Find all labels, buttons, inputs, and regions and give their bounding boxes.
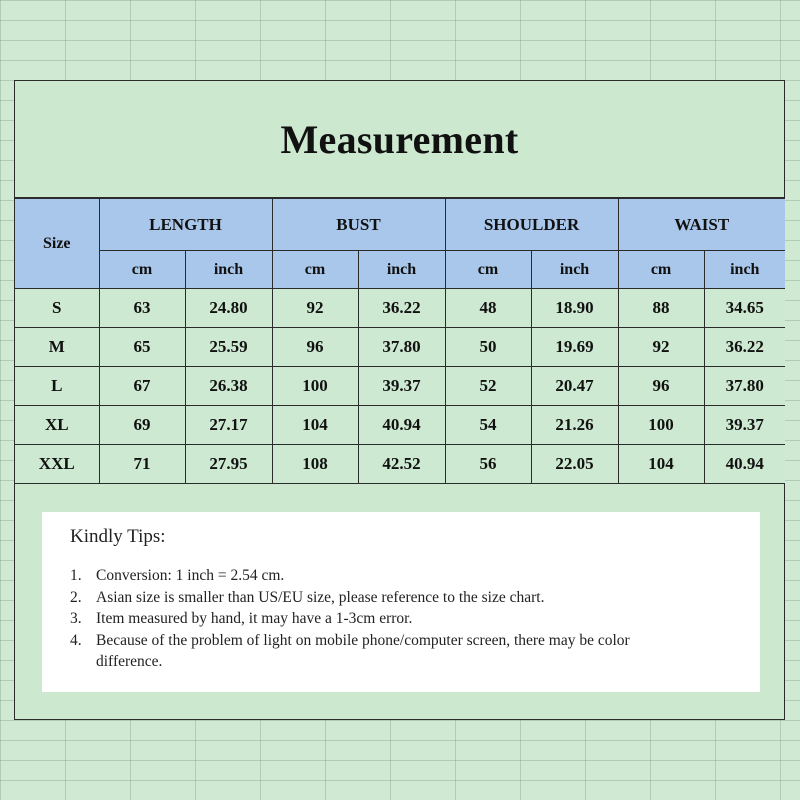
table-cell: 56	[445, 445, 531, 484]
header-unit-row	[15, 251, 785, 289]
size-cell: XL	[15, 406, 99, 445]
size-cell: M	[15, 328, 99, 367]
length-header: LENGTH	[99, 199, 272, 251]
table-cell: 92	[618, 328, 704, 367]
size-cell: S	[15, 289, 99, 328]
tips-list	[70, 565, 732, 673]
table-cell: 18.90	[531, 289, 618, 328]
table-cell: 67	[99, 367, 185, 406]
table-cell: 88	[618, 289, 704, 328]
tip-number: 1.	[70, 567, 82, 584]
table-cell: 37.80	[358, 328, 445, 367]
table-cell: 52	[445, 367, 531, 406]
table-cell: 96	[272, 328, 358, 367]
table-cell: 21.26	[531, 406, 618, 445]
table-cell: 39.37	[358, 367, 445, 406]
tip-text: Because of the problem of light on mobile phone/computer screen, there may be color difference.	[96, 631, 630, 670]
size-cell: XXL	[15, 445, 99, 484]
table-row	[15, 406, 785, 445]
title-row	[15, 81, 784, 198]
tip-item	[70, 630, 732, 673]
table-cell: 19.69	[531, 328, 618, 367]
tip-item	[70, 565, 732, 587]
table-cell: 71	[99, 445, 185, 484]
table-cell: 54	[445, 406, 531, 445]
table-cell: 34.65	[704, 289, 785, 328]
table-cell: 37.80	[704, 367, 785, 406]
table-cell: 96	[618, 367, 704, 406]
table-cell: 100	[272, 367, 358, 406]
table-cell: 63	[99, 289, 185, 328]
tip-text: Conversion: 1 inch = 2.54 cm.	[96, 567, 285, 584]
unit-header: cm	[618, 251, 704, 289]
table-cell: 65	[99, 328, 185, 367]
table-cell: 104	[272, 406, 358, 445]
table-cell: 42.52	[358, 445, 445, 484]
table-row	[15, 367, 785, 406]
table-cell: 69	[99, 406, 185, 445]
unit-header: inch	[185, 251, 272, 289]
size-column-header: Size	[15, 199, 99, 289]
tips-box	[42, 512, 760, 692]
table-cell: 92	[272, 289, 358, 328]
unit-header: inch	[531, 251, 618, 289]
unit-header: inch	[358, 251, 445, 289]
tip-number: 2.	[70, 588, 82, 606]
unit-header: cm	[99, 251, 185, 289]
table-cell: 39.37	[704, 406, 785, 445]
unit-header: cm	[445, 251, 531, 289]
tip-item	[70, 608, 732, 630]
tips-title: Kindly Tips:	[70, 526, 166, 547]
table-cell: 26.38	[185, 367, 272, 406]
table-cell: 104	[618, 445, 704, 484]
waist-header: WAIST	[618, 199, 785, 251]
table-cell: 108	[272, 445, 358, 484]
table-cell: 40.94	[704, 445, 785, 484]
size-cell: L	[15, 367, 99, 406]
table-cell: 24.80	[185, 289, 272, 328]
tip-item	[70, 587, 732, 609]
table-cell: 25.59	[185, 328, 272, 367]
table-cell: 50	[445, 328, 531, 367]
table-cell: 36.22	[704, 328, 785, 367]
table-cell: 36.22	[358, 289, 445, 328]
table-cell: 100	[618, 406, 704, 445]
unit-header: cm	[272, 251, 358, 289]
table-cell: 27.95	[185, 445, 272, 484]
tip-number: 3.	[70, 610, 82, 627]
table-cell: 20.47	[531, 367, 618, 406]
tip-text: Asian size is smaller than US/EU size, please reference to the size chart.	[96, 588, 545, 606]
unit-header: inch	[704, 251, 785, 289]
chart-title: Measurement	[280, 116, 519, 162]
table-row	[15, 289, 785, 328]
table-row	[15, 445, 785, 484]
table-row	[15, 328, 785, 367]
bust-header: BUST	[272, 199, 445, 251]
table-cell: 48	[445, 289, 531, 328]
tip-text: Item measured by hand, it may have a 1-3cm error.	[96, 610, 413, 627]
size-table	[15, 198, 785, 484]
table-cell: 27.17	[185, 406, 272, 445]
tip-number: 4.	[70, 631, 82, 649]
table-cell: 22.05	[531, 445, 618, 484]
shoulder-header: SHOULDER	[445, 199, 618, 251]
header-group-row	[15, 199, 785, 251]
table-cell: 40.94	[358, 406, 445, 445]
size-table-body	[15, 289, 785, 484]
